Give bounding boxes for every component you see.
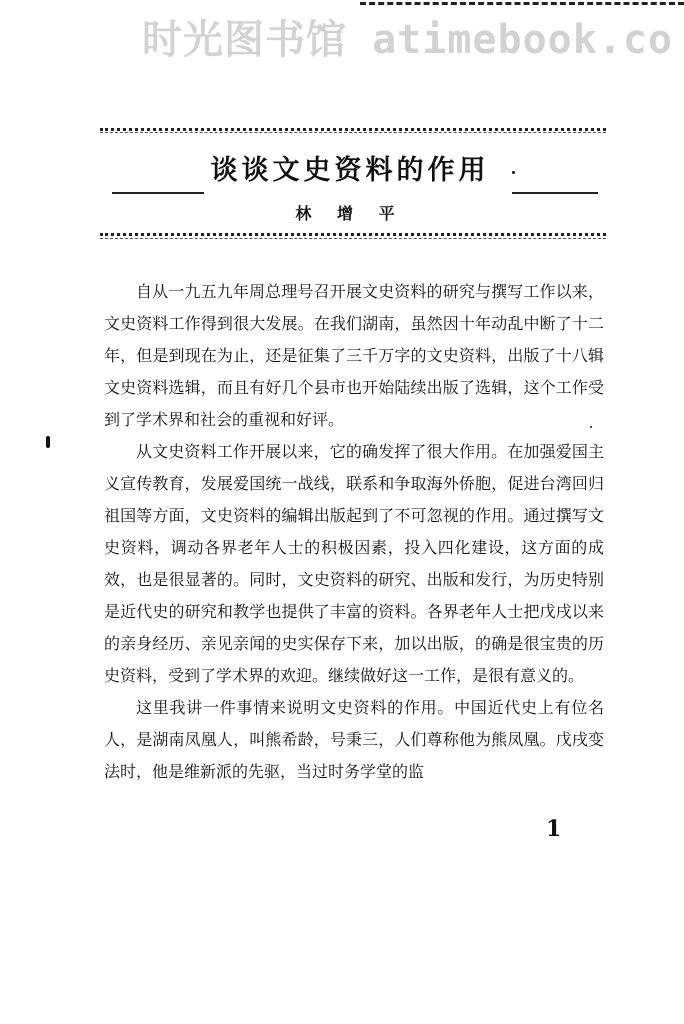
scan-speck [590, 426, 592, 428]
header-rule-top-thin [100, 132, 606, 133]
watermark: 时光图书馆 atimebook.co [142, 17, 674, 63]
paragraph-2: 从文史资料工作开展以来，它的确发挥了很大作用。在加强爱国主义宣传教育，发展爱国统一战线，联系和争取海外侨胞，促进台湾回归祖国等方面，文史资料的编辑出版起到了不可忽视的作用。通过撰写文史资料，调动各界老年人士的积极因素，投入四化建设，这方面的成效，也是很显著的。同时，文史资料的研究、出版和发行，为历史特别是近代史的研究和教学也提供了丰富的资料。各界老年人士把戊戌以来的亲身经历、亲见亲闻的史实保存下来，加以出版，的确是很宝贵的历史资料，受到了学术界的欢迎。继续做好这一工作，是很有意义的。 [104, 442, 604, 685]
header-rule-bottom [100, 233, 606, 236]
header-rule-bottom-thin [100, 238, 606, 239]
title-side-rule-left [112, 192, 204, 194]
article-author: 林 增 平 [295, 204, 405, 223]
scan-speck [512, 171, 515, 174]
paragraph-3: 这里我讲一件事情来说明文史资料的作用。中国近代史上有位名人，是湖南凤凰人，叫熊希龄，号秉三，人们尊称他为熊凤凰。戊戌变法时，他是维新派的先驱，当过时务学堂的监 [104, 698, 604, 781]
page-number: 1 [546, 816, 562, 842]
scan-speck [46, 436, 50, 448]
header-rule-top [100, 128, 606, 131]
article-body [104, 276, 604, 788]
top-edge-dashes [360, 2, 684, 11]
article-title: 谈谈文史资料的作用 [210, 155, 490, 186]
paragraph-1: 自从一九五九年周总理号召开展文史资料的研究与撰写工作以来，文史资料工作得到很大发展。在我们湖南，虽然因十年动乱中断了十二年，但是到现在为止，还是征集了三千万字的文史资料，出版了十八辑文史资料选辑，而且有好几个县市也开始陆续出版了选辑，这个工作受到了学术界和社会的重视和好评。 [104, 282, 604, 429]
title-side-rule-right [512, 192, 598, 194]
